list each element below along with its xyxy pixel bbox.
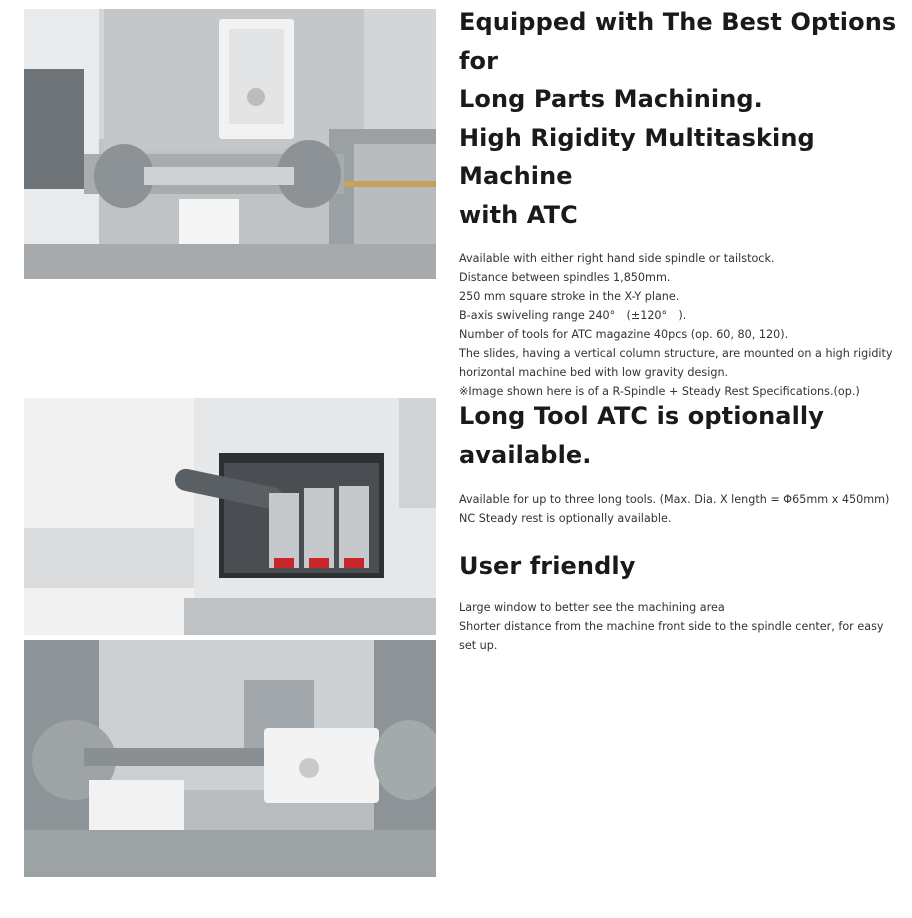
description-line: set up.	[459, 638, 498, 652]
section-long-tool-atc	[459, 397, 899, 528]
section-description	[459, 490, 899, 528]
description-line: B-axis swiveling range 240° (±120° ).	[459, 309, 687, 322]
description-line: 250 mm square stroke in the X-Y plane.	[459, 290, 680, 303]
section-description	[459, 249, 899, 401]
long-tool-atc-photo	[24, 398, 436, 635]
description-line: Shorter distance from the machine front side to the spindle center, for easy	[459, 619, 884, 633]
description-line: Number of tools for ATC magazine 40pcs (op. 60, 80, 120).	[459, 328, 789, 341]
section-title	[459, 3, 899, 234]
description-line: Available for up to three long tools. (Max. Dia. X length = Φ65mm x 450mm)	[459, 493, 890, 506]
title-line: Equipped with The Best Options for	[459, 8, 897, 75]
section-long-parts	[459, 3, 899, 401]
title-line: User friendly	[459, 552, 636, 580]
section-user-friendly	[459, 547, 899, 655]
description-line: NC Steady rest is optionally available.	[459, 512, 672, 525]
title-line: available.	[459, 440, 592, 469]
title-line: Long Tool ATC is optionally	[459, 402, 824, 430]
section-description	[459, 598, 899, 655]
description-line: Available with either right hand side spindle or tailstock.	[459, 252, 775, 265]
description-line: Distance between spindles 1,850mm.	[459, 271, 671, 284]
machining-area-photo	[24, 640, 436, 877]
description-line: horizontal machine bed with low gravity design.	[459, 366, 729, 379]
section-title	[459, 397, 899, 474]
description-line: ※Image shown here is of a R-Spindle + Steady Rest Specifications.(op.)	[459, 385, 860, 398]
description-line: Large window to better see the machining area	[459, 600, 725, 614]
title-line: Long Parts Machining.	[459, 85, 763, 113]
section-title	[459, 547, 899, 586]
description-line: The slides, having a vertical column structure, are mounted on a high rigidity	[459, 347, 893, 360]
machine-interior-photo	[24, 9, 436, 279]
title-line: with ATC	[459, 200, 578, 229]
title-line: High Rigidity Multitasking Machine	[459, 123, 815, 190]
